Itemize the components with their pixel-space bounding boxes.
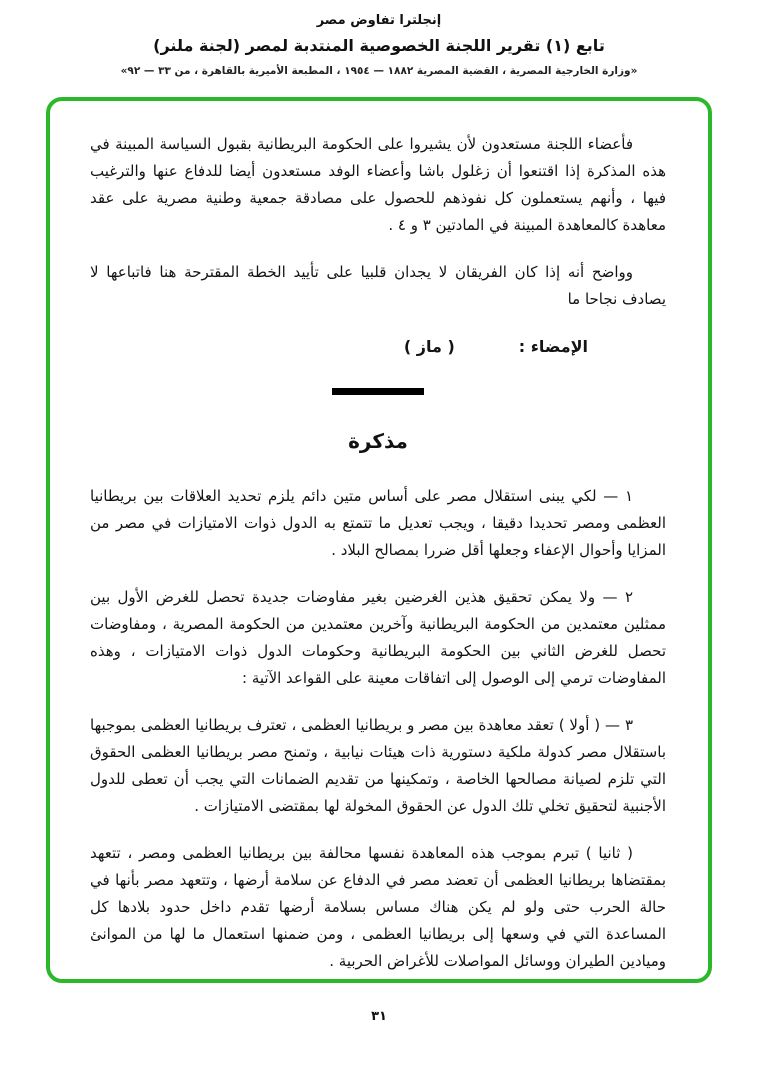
header-source-line: «وزارة الخارجية المصرية ، القضية المصرية ١٨٨٢ — ١٩٥٤ ، المطبعة الأميرية بالقاهرة ، من ٣٣ — ٩٢» xyxy=(120,65,638,77)
header-subtitle: تابع (١) تقرير اللجنة الخصوصية المنتدبة لمصر (لجنة ملنر) xyxy=(153,36,605,55)
document-header xyxy=(0,0,758,79)
body-paragraph: وواضح أنه إذا كان الفريقان لا يجدان قلبيا على تأييد الخطة المقترحة هنا فاتباعها لا يصادف نجاحا ما xyxy=(90,263,666,308)
memo-title: مذكرة xyxy=(348,429,408,453)
page-number: ٣١ xyxy=(371,1009,387,1024)
memo-item: ( ثانيا ) تبرم بموجب هذه المعاهدة نفسها محالفة بين بريطانيا العظمى ومصر ، تتعهد بمقتضاها بريطانيا العظمى أن تعضد مصر في الدفاع عن سلامة أرضها ، وتتعهد مصر بأنها في حالة الحرب حتى ولو لم يكن هناك مساس بسلامة أرضها تقدم داخل حدود بلادها كل المساعدة التي في وسعها إلى بريطانيا العظمى ، ومن ضمنها استعمال ما لها من الموانئ وميادين الطيران ووسائل المواصلات للأغراض الحربية . xyxy=(90,844,666,970)
memo-item: ١ — لكي يبنى استقلال مصر على أساس متين دائم يلزم تحديد العلاقات بين بريطانيا العظمى ومصر تحديدا دقيقا ، ويجب تعديل ما تتمتع به الدول ذوات الامتيازات في مصر من المزايا وأحوال الإعفاء وجعلها أقل ضررا بمصالح البلاد . xyxy=(90,487,666,559)
divider-bar xyxy=(332,388,424,395)
memo-item: ٢ — ولا يمكن تحقيق هذين الغرضين بغير مفاوضات جديدة تحصل للغرض الأول بين ممثلين معتمدين من الحكومة البريطانية وآخرين معتمدين من الحكومة المصرية ، ومفاوضات تحصل للغرض الثاني بين الحكومة البريطانية وحكومات الدول ذوات الامتيازات ، وهذه المفاوضات ترمي إلى الوصول إلى اتفاقات معينة على القواعد الآتية : xyxy=(90,588,666,687)
signature-label: الإمضاء : xyxy=(518,337,588,356)
memo-item: ٣ — ( أولا ) تعقد معاهدة بين مصر و بريطانيا العظمى ، تعترف بريطانيا العظمى بموجبها باستقلال مصر كدولة ملكية دستورية ذات هيئات نيابية ، وتمنح مصر بريطانيا العظمى الحقوق التي تلزم لصيانة مصالحها الخاصة ، وتمكينها من تقديم الضمانات التي يجب أن تعطى للدول الأجنبية لتحقيق تخلي تلك الدول عن الحقوق المخولة لها بمقتضى الامتيازات . xyxy=(90,716,666,815)
header-title: إنجلترا تفاوض مصر xyxy=(316,13,442,28)
body-paragraph: فأعضاء اللجنة مستعدون لأن يشيروا على الحكومة البريطانية بقبول السياسة المبينة في هذه المذكرة إذا اقتنعوا أن زغلول باشا وأعضاء الوفد مستعدون أيضا للدفاع عنها والترغيب فيها ، وأنهم يستعملون كل نفوذهم للحصول على مصادقة جمعية وطنية مصرية على عقد معاهدة كالمعاهدة المبينة في المادتين ٣ و ٤ . xyxy=(90,135,666,234)
signature-value: ( ماز ) xyxy=(403,337,455,356)
signature-row xyxy=(90,333,666,360)
content-frame xyxy=(46,97,712,983)
